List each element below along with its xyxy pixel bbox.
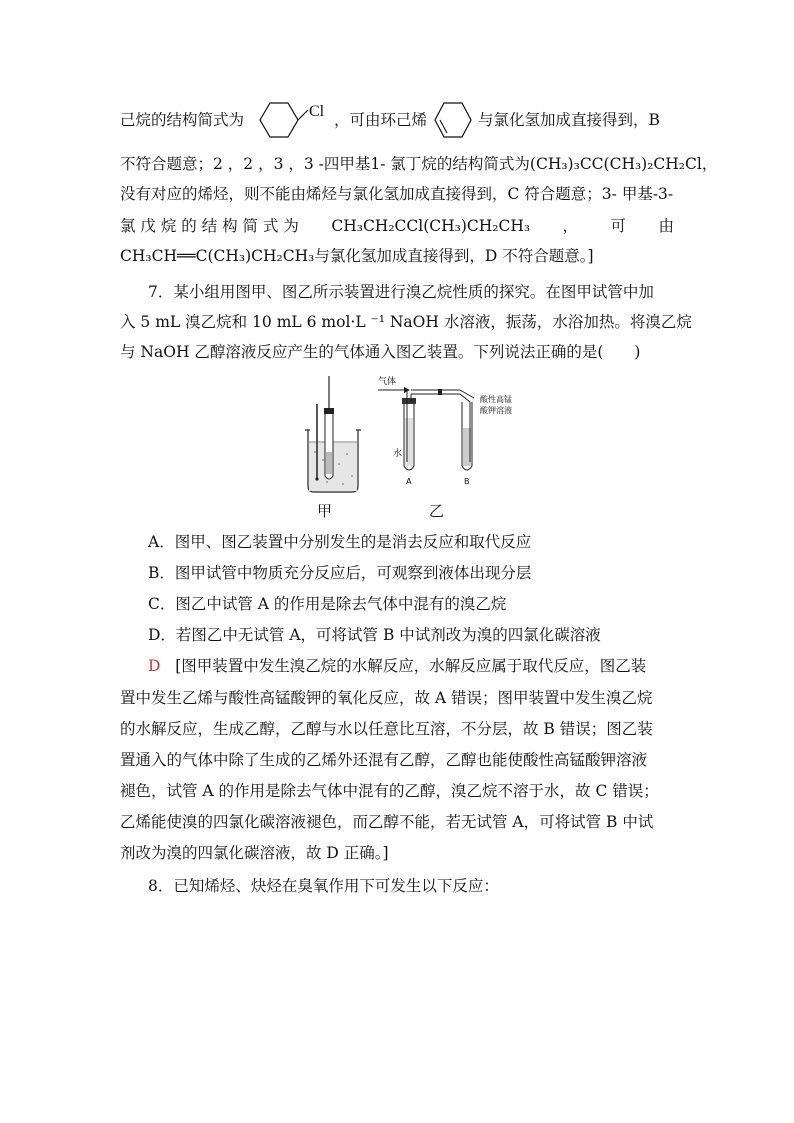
reagent-label-1: 酸性高锰	[480, 395, 512, 404]
q8-line-1: 8．已知烯烃、炔烃在臭氧作用下可发生以下反应：	[148, 877, 499, 895]
test-tube-b	[460, 390, 474, 470]
option-c: C．图乙中试管 A 的作用是除去气体中混有的溴乙烷	[148, 595, 507, 613]
prev-line-3: 没有对应的烯烃，则不能由烯烃与氯化氢加成直接得到，C 符合题意；3- 甲基-3-	[120, 185, 674, 203]
cl-label: Cl	[309, 103, 325, 120]
prev-line-4d: 可	[610, 217, 626, 235]
prev-line-1	[120, 110, 244, 130]
prev-line-1a: 己烷的结构简式为	[120, 111, 245, 129]
explanation-line-5: 褪色，试管 A 的作用是除去气体中混有的乙醇，溴乙烷不溶于水，故 C 错误；	[120, 782, 659, 800]
prev-line-4e: 由	[658, 217, 674, 235]
answer-letter: D	[148, 657, 161, 675]
prev-line-1b: ，可由环己烯	[334, 111, 428, 129]
explanation-text-1: [图甲装置中发生溴乙烷的水解反应，水解反应属于取代反应，图乙装	[175, 657, 647, 675]
option-a: A．图甲、图乙装置中分别发生的是消去反应和取代反应	[148, 533, 532, 551]
explanation-line-4: 置通入的气体中除了生成的乙烯外还混有乙醇，乙醇也能使酸性高锰酸钾溶液	[120, 751, 648, 769]
reagent-label-2: 酸钾溶液	[480, 406, 512, 415]
option-d: D．若图乙中无试管 A，可将试管 B 中试剂改为溴的四氯化碳溶液	[148, 626, 601, 644]
caption-jia: 甲	[317, 502, 333, 520]
test-tube-a	[402, 389, 460, 470]
cyclohexene-structure	[432, 96, 476, 144]
prev-line-5: CH₃CH══C(CH₃)CH₂CH₃与氯化氢加成直接得到，D 不符合题意。]	[120, 247, 594, 265]
option-b: B．图甲试管中物质充分反应后，可观察到液体出现分层	[148, 564, 532, 582]
explanation-line-6: 乙烯能使溴的四氯化碳溶液褪色，而乙醇不能，若无试管 A，可将试管 B 中试	[120, 813, 654, 831]
explanation-line-3: 的水解反应，生成乙醇，乙醇与水以任意比互溶，不分层，故 B 错误；图乙装	[120, 720, 653, 738]
tube-b-label: B	[464, 477, 470, 486]
q7-line-2: 入 5 mL 溴乙烷和 10 mL 6 mol·L ⁻¹ NaOH 水溶液，振荡，水浴加热。将溴乙烷	[120, 313, 692, 331]
prev-line-4c: ，	[562, 217, 579, 235]
explanation-line-1	[148, 656, 646, 676]
prev-line-4	[120, 216, 674, 236]
apparatus-figure	[300, 372, 530, 498]
prev-line-1c: 与氯化氢加成直接得到，B	[478, 111, 660, 129]
explanation-line-7: 剂改为溴的四氯化碳溶液，故 D 正确。]	[120, 844, 389, 862]
water-label: 水	[393, 449, 403, 459]
prev-line-2: 不符合题意；2 ，2 ，3 ，3 -四甲基1- 氯丁烷的结构简式为(CH₃)₃CC(CH₃)₂CH₂Cl，	[120, 155, 718, 173]
q7-line-1: 7．某小组用图甲、图乙所示装置进行溴乙烷性质的探究。在图甲试管中加	[148, 283, 654, 301]
explanation-line-2: 置中发生乙烯与酸性高锰酸钾的氧化反应，故 A 错误；图甲装置中发生溴乙烷	[120, 689, 653, 707]
beaker-jia	[305, 376, 361, 492]
gas-label: 气体	[378, 377, 397, 387]
tube-a-label: A	[406, 477, 412, 486]
prev-line-4a: 氯 戊 烷 的 结 构 简 式 为	[120, 217, 299, 235]
prev-line-4b: CH₃CH₂CCl(CH₃)CH₂CH₃	[331, 217, 531, 235]
chlorocyclohexane-structure	[256, 96, 332, 144]
caption-yi: 乙	[429, 502, 445, 520]
q7-line-3: 与 NaOH 乙醇溶液反应产生的气体通入图乙装置。下列说法正确的是( )	[120, 343, 641, 361]
